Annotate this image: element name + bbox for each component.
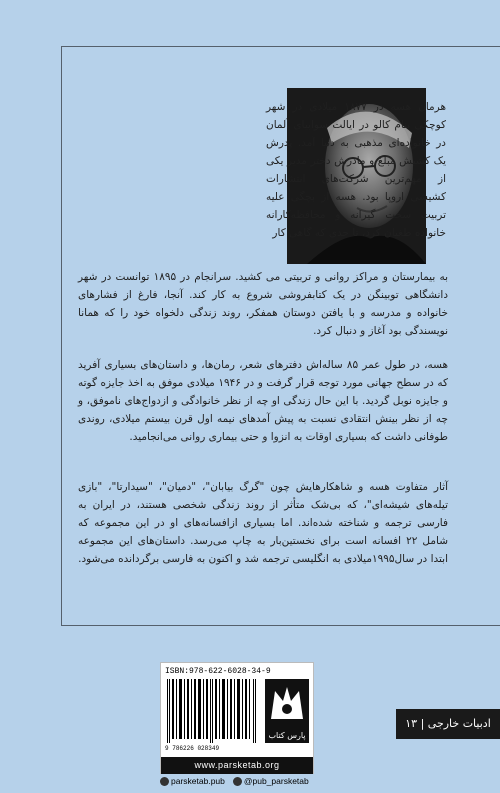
telegram-icon: [233, 777, 242, 786]
barcode-leading-digit: 9: [165, 745, 169, 752]
barcode-panel: [160, 662, 314, 774]
instagram-handle: parsketab.pub: [171, 776, 225, 786]
isbn-label: ISBN:978-622-6028-34-9: [165, 667, 271, 676]
intro-paragraph: هرمان هسه در ۱۸۷۷ میلادی در شهر کوچکی بنام کالو در ایالت سوابیای آلمان در خانواده‌ای مذهبی به دنیا آمد. پدرش یک کشیش مبلغ و مادرش دختر مدیر یکی از مهم‌ترین شرکت‌های انتشارات کشیشی اروپا بود. هسه از بچگی علیه تربیت سخت گیرانه و محافظه‌کارانه خانواده طغیان کرد، تا حدی که گاهی کار: [266, 101, 446, 239]
series-badge: ادبیات خارجی | ۱۳: [396, 709, 500, 739]
telegram-link[interactable]: [233, 776, 309, 786]
telegram-handle: @pub_parsketab: [243, 776, 309, 786]
publisher-name: پارس کتاب: [265, 729, 309, 743]
instagram-icon: [160, 777, 169, 786]
barcode-image: [165, 679, 260, 743]
barcode-numbers: [165, 745, 219, 752]
publisher-logo-icon: [265, 679, 309, 729]
bio-paragraph-3: آثار متفاوت هسه و شاهکارهایش چون "گرگ بیابان"، "دمیان"، "سیدارتا"، "بازی تیله‌های شیشه‌ای"، که بی‌شک متأثر از روند زندگی شخصی هستند، در ایران به فارسی ترجمه و شناخته شده‌اند. اما بسیاری ازافسانه‌های او در این مجموعه که شامل ۲۲ افسانه است برای نخستین‌بار به چاپ می‌رسد. داستان‌های این مجموعه ابتدا در سال۱۹۹۵میلادی به انگلیسی ترجمه شد و اکنون به فارسی برگردانده می‌شود.: [78, 481, 448, 565]
instagram-link[interactable]: [160, 776, 225, 786]
social-links: [160, 776, 320, 786]
bio-paragraph-2: هسه، در طول عمر ۸۵ ساله‌اش دفترهای شعر، رمان‌ها، و داستان‌های بسیاری آفرید که در سطح جهانی مورد توجه قرار گرفت و در ۱۹۴۶ میلادی موفق به اخذ جایزه گوته و جایزه نوبل گردید. با این حال زندگی او چه از نظر خانوادگی و ازدواج‌های ناموفق، و چه از نظر بینش انتقادی نسبت به پیش آمدهای نیمه اول قرن بیستم میلادی، روندی طوفانی داشت که بسیاری اوقات به انزوا و حتی بیماری روانی می‌انجامید.: [78, 359, 448, 443]
publisher-website[interactable]: www.parsketab.org: [161, 757, 313, 774]
barcode-right-digits: 028349: [197, 745, 220, 752]
bio-paragraph-continued: به بیمارستان و مراکز روانی و تربیتی می کشید. سرانجام در ۱۸۹۵ توانست در شهر دانشگاهی توبینگن در یک کتابفروشی شروع به کار کند. آنجا، فارغ از فشارهای خانواده و مدرسه و با یافتن دوستان همفکر، روند زندگی دلخواه خود را که همانا نویسندگی بود آغاز و دنبال کرد.: [78, 271, 448, 337]
barcode-left-digits: 786226: [172, 745, 194, 752]
